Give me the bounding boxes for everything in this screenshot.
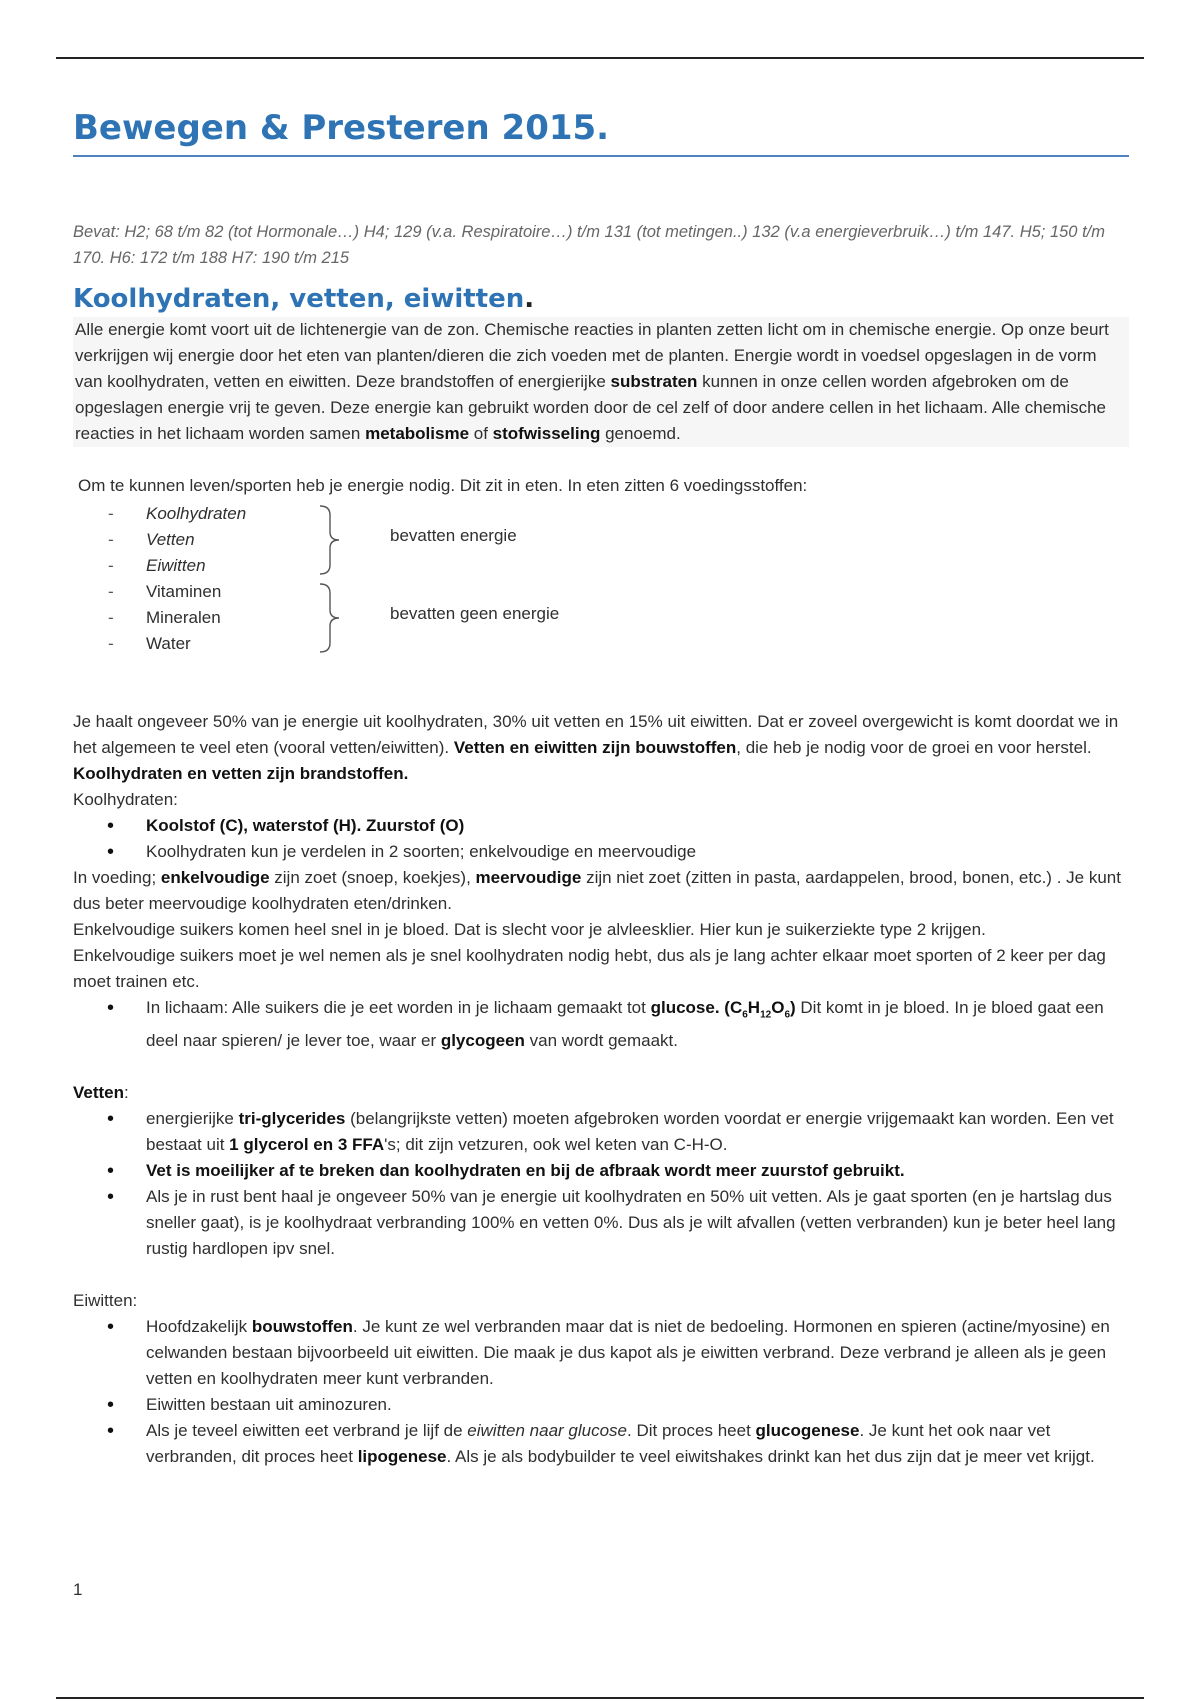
para-text: Hoofdzakelijk [146,1317,252,1337]
nutrient-label: Water [146,633,191,653]
dash-bullet: - [108,555,114,575]
carbs-paragraph: Enkelvoudige suikers moet je wel nemen als je snel koolhydraten nodig hebt, dus als je lang achter elkaar moet sporten of 2 keer per dag moet trainen etc. [73,945,1106,991]
para-text: . Dit proces heet [627,1421,756,1441]
para-text: zijn niet zoet (zitten in pasta, aardappelen, brood, bonen, etc.) . Je kunt dus beter meervoudige koolhydraten eten/drinken. [73,867,1121,913]
nutrient-item [108,579,221,605]
bold-text: glycogeen [440,1031,525,1051]
proteins-list [73,1314,1129,1470]
nutrient-label: Vetten [146,529,195,549]
nutrient-label: Eiwitten [146,555,206,575]
para-text: . Je kunt het ook naar vet verbranden, dit proces heet [146,1421,1051,1467]
intro-text: kunnen in onze cellen worden afgebroken om de opgeslagen energie vrij te geven. Deze energie kan gebruikt worden door de cel zelf of door andere cellen in het lichaam. Alle chemische reacties in het lichaam worden samen [75,371,1107,443]
nutrient-item [108,605,221,631]
list-item [73,1106,1129,1158]
para-text: . Als je als bodybuilder te veel eiwitshakes drinkt kan het dus zijn dat je meer vet krijgt. [446,1447,1095,1467]
brace-icon [318,505,340,575]
italic-text: eiwitten naar glucose [467,1421,628,1441]
term-substraten: substraten [610,371,698,391]
nutrient-label: Vitaminen [146,581,222,601]
header-rule [56,57,1144,59]
para-text: . Je kunt ze wel verbranden maar dat is niet de bedoeling. Hormonen en spieren (actine/myosine) en celwanden bestaan bijvoorbeeld uit eiwitten. Die maak je dus kapot als je eiwitten verbrand. Deze verbrand je alleen als je geen vetten en koolhydraten meer kunt verbranden. [146,1317,1110,1389]
formula-sub: 6 [742,1009,748,1021]
page-content [73,108,1129,1470]
energy-paragraph [73,709,1129,787]
list-item [73,995,1129,1054]
nutrient-item [108,527,195,553]
section-heading [73,283,1129,315]
term-metabolisme: metabolisme [365,423,470,443]
bold-text: Vetten en eiwitten zijn bouwstoffen [453,737,737,757]
para-text: zijn zoet (snoep, koekjes), [269,867,476,887]
bold-text: 1 glycerol en 3 FFA [229,1135,385,1155]
dash-bullet: - [108,503,114,523]
dash-bullet: - [108,633,114,653]
section-heading-text: Koolhydraten, vetten, eiwitten [73,283,525,314]
bold-text: Koolhydraten en vetten zijn brandstoffen. [73,763,409,783]
intro-text: Alle energie komt voort uit de lichtenergie van de zon. Chemische reacties in planten zetten licht om in chemische energie. Op onze beurt verkrijgen wij energie door het eten van planten/dieren die zich voeden met de planten. Energie wordt in voedsel opgeslagen in de vorm van koolhydraten, vetten en eiwitten. Deze brandstoffen of energierijke [75,319,1109,391]
formula-part: H [747,997,761,1017]
bold-text: Vet is moeilijker af te breken dan koolhydraten en bij de afbraak wordt meer zuurstof gebruikt. [146,1161,905,1181]
list-item: • Eiwitten bestaan uit aminozuren. [73,1392,1129,1418]
list-item [73,1418,1129,1470]
glucose-formula [719,997,796,1021]
bold-text: glucose. [650,997,720,1017]
para-text: , die heb je nodig voor de groei en voor herstel. [736,737,1092,757]
nutrient-item [108,501,246,527]
nutrient-label: Koolhydraten [146,503,247,523]
para-text: In lichaam: Alle suikers die je eet worden in je lichaam gemaakt tot [146,997,651,1017]
contains-note: Bevat: H2; 68 t/m 82 (tot Hormonale…) H4; 129 (v.a. Respiratoire…) t/m 131 (tot metingen..) 132 (v.a energieverbruik…) t/m 147. H5; 150 t/m 170. H6: 172 t/m 188 H7: 190 t/m 215 [73,222,1105,267]
para-text: Als je teveel eiwitten eet verbrand je lijf de [146,1421,468,1441]
carbs-paragraph [73,865,1129,917]
formula-part: (C [719,997,743,1017]
term-stofwisseling: stofwisseling [492,423,601,443]
footer-rule [56,1697,1144,1699]
para-text: Dit komt in je bloed. In je bloed gaat een deel naar spieren/ je lever toe, waar er [146,997,1104,1051]
bold-text: meervoudige [475,867,582,887]
para-text: energierijke [146,1109,239,1129]
formula-sub: 12 [760,1009,772,1021]
list-item [73,1314,1129,1392]
fats-list [73,1106,1129,1262]
nutrients-intro: Om te kunnen leven/sporten heb je energie nodig. Dit zit in eten. In eten zitten 6 voedingsstoffen: [78,475,808,495]
energy-label: bevatten energie [390,525,517,545]
fats-label [73,1080,1129,1106]
bold-text: tri-glycerides [238,1109,346,1129]
bold-text: Vetten [73,1083,125,1103]
list-item: • Als je in rust bent haal je ongeveer 50% van je energie uit koolhydraten en 50% uit vetten. Als je gaat sporten (en je hartslag dus sneller gaat), is je koolhydraat verbranding 100% en vetten 0%. Dus als je wilt afvallen (vetten verbranden) kun je beter heel lang rustig hardlopen ipv snel. [73,1184,1129,1262]
intro-text: genoemd. [600,423,681,443]
dash-bullet: - [108,581,114,601]
para-text: In voeding; [73,867,161,887]
list-item: • Koolhydraten kun je verdelen in 2 soorten; enkelvoudige en meervoudige [73,839,1129,865]
formula-sub: 6 [784,1009,790,1021]
nutrients-list [108,501,1129,683]
carbs-list-1 [73,813,1129,865]
formula-part: O [771,997,785,1017]
bold-text: enkelvoudige [160,867,270,887]
carbs-paragraph: Enkelvoudige suikers komen heel snel in je bloed. Dat is slecht voor je alvleesklier. Hier kun je suikerziekte type 2 krijgen. [73,919,986,939]
dash-bullet: - [108,607,114,627]
list-item [73,813,1129,839]
bold-text: bouwstoffen [251,1317,353,1337]
colon: : [124,1083,129,1103]
nutrient-label: Mineralen [146,607,221,627]
brace-icon [318,583,340,653]
carbs-label: Koolhydraten: [73,789,178,809]
para-text: van wordt gemaakt. [524,1031,678,1051]
intro-paragraph [73,317,1129,447]
section-heading-dot: . [524,283,535,314]
para-text: Je haalt ongeveer 50% van je energie uit koolhydraten, 30% uit vetten en 15% uit eiwitten. Dat er zoveel overgewicht is komt doordat we in het algemeen te veel eten (vooral vetten/eiwitten). [73,711,1119,757]
dash-bullet: - [108,529,114,549]
document-title: Bewegen & Presteren 2015. [73,108,1129,157]
formula-part: ) [790,997,796,1017]
bold-text: lipogenese [357,1447,447,1467]
para-text: (belangrijkste vetten) moeten afgebroken worden voordat er energie vrijgemaakt kan worden. Een vet bestaat uit [146,1109,1114,1155]
no-energy-label: bevatten geen energie [390,603,560,623]
bold-text: Koolstof (C), waterstof (H). Zuurstof (O) [146,815,465,835]
list-item [73,1158,1129,1184]
nutrient-item [108,553,206,579]
bold-text: glucogenese [755,1421,860,1441]
page-number: 1 [73,1580,83,1599]
intro-text: of [469,423,493,443]
nutrient-item [108,631,191,657]
para-text: 's; dit zijn vetzuren, ook wel keten van C-H-O. [384,1135,728,1155]
carbs-list-2 [73,995,1129,1054]
proteins-label: Eiwitten: [73,1291,138,1311]
